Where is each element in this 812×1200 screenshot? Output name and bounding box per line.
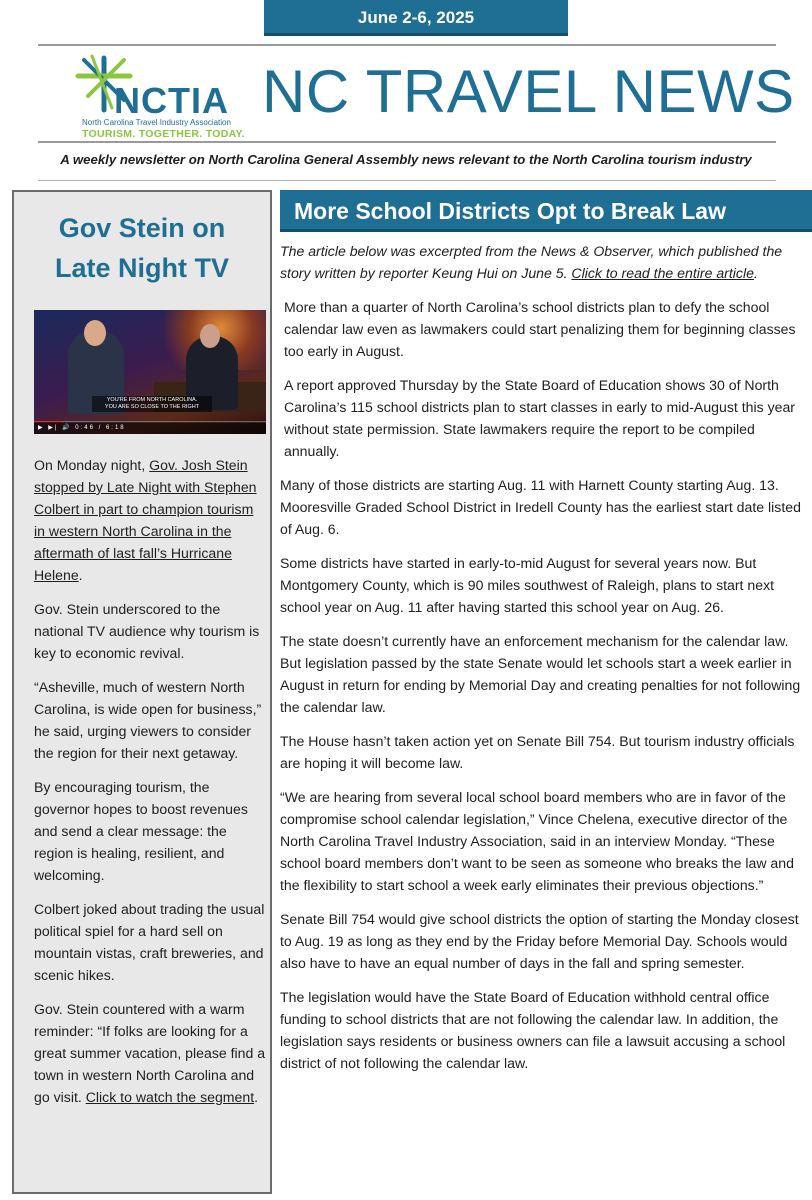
sidebar-panel bbox=[12, 190, 272, 1194]
text: . bbox=[254, 1089, 259, 1105]
caption-line: YOU ARE SO CLOSE TO THE RIGHT bbox=[104, 404, 200, 410]
text: Gov. Stein countered with a warm reminder: “If folks are looking for a great summer vacation, please find a town in western North Carolina and go visit. bbox=[34, 1001, 266, 1105]
date-banner: June 2-6, 2025 bbox=[264, 0, 568, 36]
text: . bbox=[78, 567, 83, 583]
sidebar-paragraph: By encouraging tourism, the governor hopes to boost revenues and send a clear message: the region is healing, resilient, and welcoming. bbox=[34, 779, 248, 883]
article-paragraph: Senate Bill 754 would give school districts the option of starting the Monday closest to Aug. 19 as long as they end by the Friday before Memorial Day. Schools would also have to have an equal number of days in the fall and spring semester. bbox=[280, 911, 799, 971]
sidebar-title-line: Late Night TV bbox=[55, 253, 229, 283]
article-paragraph: The House hasn’t taken action yet on Senate Bill 754. But tourism industry officials are hoping it will become law. bbox=[280, 733, 795, 771]
newsletter-subtitle: A weekly newsletter on North Carolina General Assembly news relevant to the North Carolina tourism industry bbox=[60, 152, 752, 167]
divider bbox=[38, 180, 776, 181]
sidebar-paragraph: “Asheville, much of western North Carolina, is wide open for business,” he said, urging viewers to consider the region for their next getaway. bbox=[34, 679, 262, 761]
sidebar-paragraph bbox=[34, 998, 266, 1108]
article-paragraph: The legislation would have the State Board of Education withhold central office funding to school districts that are not following the calendar law. In addition, the legislation says residents or business owners can file a lawsuit accusing a school district of not following the calendar law. bbox=[280, 989, 786, 1071]
article-paragraph: Some districts have started in early-to-mid August for several years now. But Montgomery County, which is 90 miles southwest of Raleigh, plans to start next school year on Aug. 11 after having started this school year on Aug. 26. bbox=[280, 555, 775, 615]
video-controls[interactable]: ▶ ▶| 🔊 0:46 / 6:18 bbox=[34, 422, 266, 434]
divider bbox=[38, 141, 776, 143]
watch-segment-link[interactable]: Click to watch the segment bbox=[85, 1089, 255, 1105]
text: On Monday night, bbox=[34, 457, 150, 473]
sidebar-body bbox=[34, 454, 266, 1120]
sidebar-paragraph: Gov. Stein underscored to the national TV audience why tourism is key to economic revival. bbox=[34, 601, 260, 661]
article-intro bbox=[280, 240, 810, 284]
logo-wordmark: NCTIA bbox=[114, 80, 229, 121]
article-paragraph: More than a quarter of North Carolina’s school districts plan to defy the school calendar law even as lawmakers could start penalizing them for beginning classes too early in August. bbox=[284, 299, 796, 359]
article-paragraph: “We are hearing from several local school board members who are in favor of the compromise school calendar legislation,” Vince Chelena, executive director of the North Carolina Travel Industry Association, said in an interview Monday. “These school board members don’t want to be seen as someone who breaks the law and the flexibility to start school a week early eliminates their previous objections.” bbox=[280, 789, 794, 893]
read-article-link[interactable]: Click to read the entire article bbox=[571, 265, 754, 281]
logo-association-name: North Carolina Travel Industry Association bbox=[82, 118, 231, 127]
video-caption bbox=[92, 396, 212, 412]
article-paragraph: The state doesn’t currently have an enforcement mechanism for the calendar law. But legislation passed by the state Senate would let schools start a week earlier in August in return for ending by Memorial Day and creating penalties for not following the calendar law. bbox=[280, 633, 801, 715]
divider bbox=[38, 44, 776, 46]
sidebar-title bbox=[14, 208, 270, 288]
article-body bbox=[280, 240, 810, 1086]
host-head bbox=[200, 324, 220, 348]
sidebar-paragraph bbox=[34, 454, 266, 586]
nctia-logo bbox=[72, 52, 245, 142]
sidebar-title-line: Gov Stein on bbox=[58, 213, 226, 243]
text: . bbox=[753, 265, 758, 281]
masthead-title: NC TRAVEL NEWS bbox=[262, 58, 795, 125]
caption-line: YOU'RE FROM NORTH CAROLINA. bbox=[106, 397, 198, 403]
colbert-article-link[interactable]: Gov. Josh Stein stopped by Late Night with Stephen Colbert in part to champion tourism in western North Carolina in the aftermath of last fall’s Hurricane Helene bbox=[34, 457, 257, 583]
sidebar-paragraph: Colbert joked about trading the usual political spiel for a hard sell on mountain vistas, craft breweries, and scenic hikes. bbox=[34, 901, 265, 983]
article-headline: More School Districts Opt to Break Law bbox=[280, 190, 812, 232]
text: The article below was excerpted from the News & Observer, which published the story written by reporter Keung Hui on June 5. bbox=[280, 243, 783, 281]
video-thumbnail[interactable] bbox=[34, 310, 266, 434]
article-paragraph: A report approved Thursday by the State Board of Education shows 30 of North Carolina’s 115 school districts plan to start classes in early to mid-August this year without state permission. State lawmakers require the report to be compiled annually. bbox=[284, 377, 795, 459]
article-paragraph: Many of those districts are starting Aug. 11 with Harnett County starting Aug. 13. Mooresville Graded School District in Iredell County has the earliest start date listed of Aug. 6. bbox=[280, 477, 801, 537]
logo-tagline: TOURISM. TOGETHER. TODAY. bbox=[82, 128, 245, 140]
guest-head bbox=[84, 320, 106, 346]
